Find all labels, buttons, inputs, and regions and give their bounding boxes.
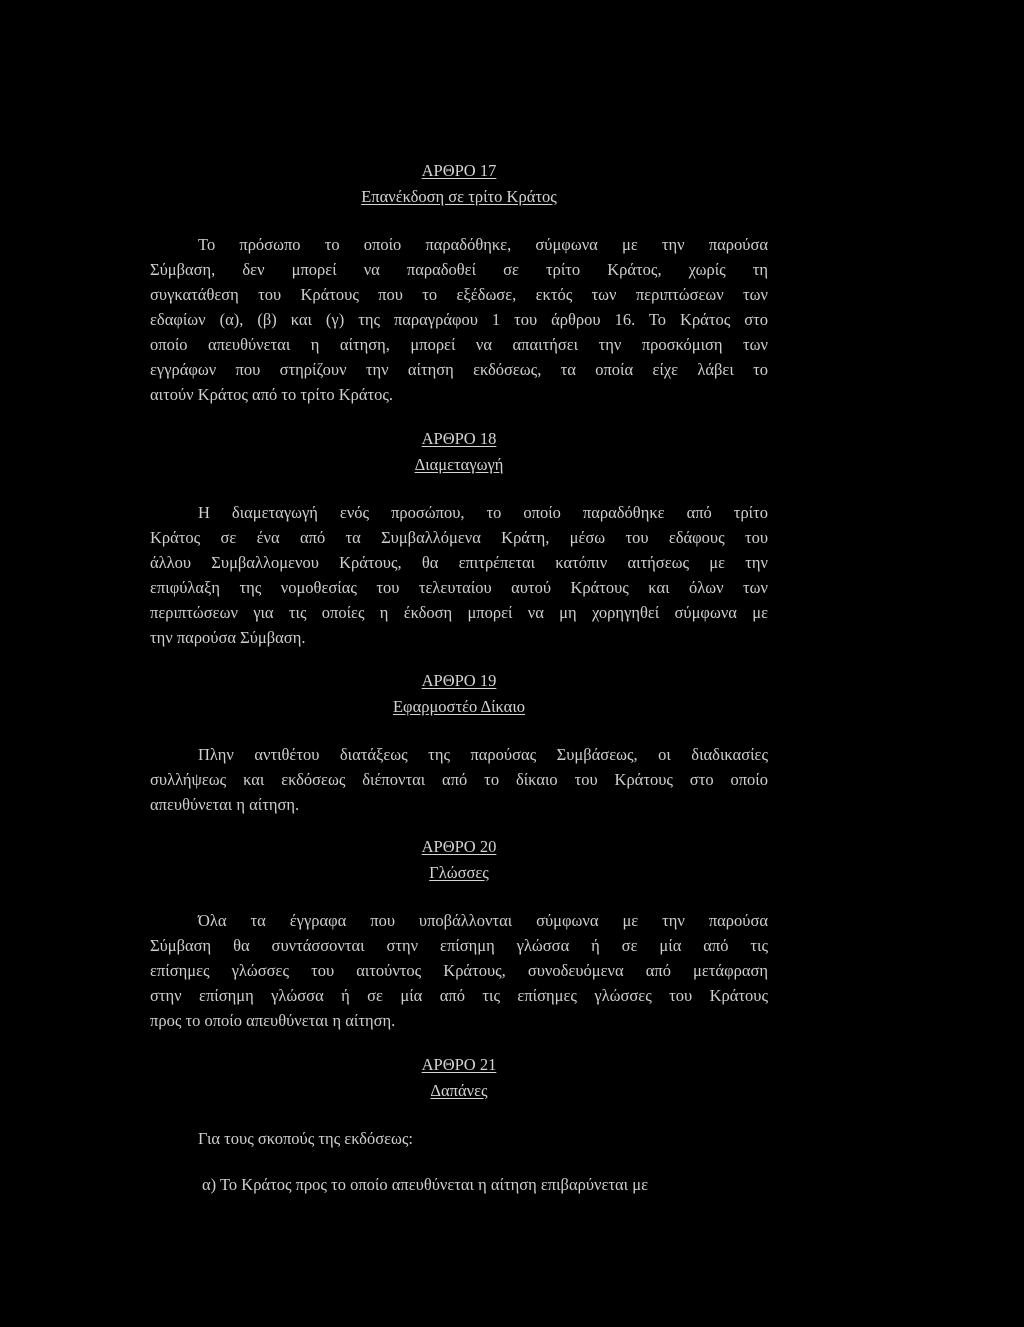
paragraph-line: Όλα τα έγγραφα που υποβάλλονται σύμφωνα με την παρούσα bbox=[198, 911, 768, 930]
paragraph-line: Κράτος σε ένα από τα Συμβαλλόμενα Κράτη, μέσω του εδάφους του bbox=[150, 528, 768, 547]
article-number: ΑΡΘΡΟ 17 bbox=[421, 161, 497, 180]
paragraph-line: επίσημες γλώσσες του αιτούντος Κράτους, συνοδευόμενα από μετάφραση bbox=[150, 961, 768, 980]
article-title: Γλώσσες bbox=[429, 863, 489, 882]
paragraph-line: Το πρόσωπο το οποίο παραδόθηκε, σύμφωνα με την παρούσα bbox=[198, 235, 768, 254]
paragraph-line: Η διαμεταγωγή ενός προσώπου, το οποίο παραδόθηκε από τρίτο bbox=[198, 503, 768, 522]
article-20 bbox=[150, 834, 768, 1033]
article-19 bbox=[150, 668, 768, 817]
article-paragraph bbox=[150, 500, 768, 650]
article-paragraph bbox=[150, 908, 768, 1033]
paragraph-line: απευθύνεται η αίτηση. bbox=[150, 795, 300, 814]
paragraph-line: προς το οποίο απευθύνεται η αίτηση. bbox=[150, 1011, 396, 1030]
paragraph-line: αιτούν Κράτος από το τρίτο Κράτος. bbox=[150, 385, 394, 404]
paragraph-line: εγγράφων που στηρίζουν την αίτηση εκδόσεως, τα οποία είχε λάβει το bbox=[150, 360, 768, 379]
paragraph-line: άλλου Συμβαλλομενου Κράτους, θα επιτρέπεται κατόπιν αιτήσεως με την bbox=[150, 553, 768, 572]
article-number: ΑΡΘΡΟ 21 bbox=[421, 1055, 497, 1074]
article-title: Δαπάνες bbox=[430, 1081, 488, 1100]
article-18 bbox=[150, 426, 768, 650]
paragraph-line: συλλήψεως και εκδόσεως διέπονται από το δίκαιο του Κράτους στο οποίο bbox=[150, 770, 768, 789]
article-title: Επανέκδοση σε τρίτο Κράτος bbox=[361, 187, 557, 206]
article-intro: Για τους σκοπούς της εκδόσεως: bbox=[198, 1129, 414, 1148]
article-paragraph bbox=[150, 742, 768, 817]
paragraph-line: στην επίσημη γλώσσα ή σε μία από τις επίσημες γλώσσες του Κράτους bbox=[150, 986, 768, 1005]
paragraph-line: περιπτώσεων για τις οποίες η έκδοση μπορεί να μη χορηγηθεί σύμφωνα με bbox=[150, 603, 768, 622]
article-17 bbox=[150, 158, 768, 407]
paragraph-line: Σύμβαση θα συντάσσονται στην επίσημη γλώσσα ή σε μία από τις bbox=[150, 936, 768, 955]
article-number: ΑΡΘΡΟ 20 bbox=[421, 837, 497, 856]
paragraph-line: συγκατάθεση του Κράτους που το εξέδωσε, εκτός των περιπτώσεων των bbox=[150, 285, 768, 304]
article-21 bbox=[150, 1052, 768, 1197]
article-title: Εφαρμοστέο Δίκαιο bbox=[392, 697, 526, 716]
paragraph-line: οποίο απευθύνεται η αίτηση, μπορεί να απαιτήσει την προσκόμιση των bbox=[150, 335, 768, 354]
article-number: ΑΡΘΡΟ 19 bbox=[421, 671, 497, 690]
article-number: ΑΡΘΡΟ 18 bbox=[421, 429, 497, 448]
paragraph-line: την παρούσα Σύμβαση. bbox=[150, 628, 306, 647]
paragraph-line: Πλην αντιθέτου διατάξεως της παρούσας Συμβάσεως, οι διαδικασίες bbox=[198, 745, 768, 764]
paragraph-line: επιφύλαξη της νομοθεσίας του τελευταίου αυτού Κράτους και όλων των bbox=[150, 578, 768, 597]
article-item-a: α) Το Κράτος προς το οποίο απευθύνεται η αίτηση επιβαρύνεται με bbox=[202, 1175, 649, 1194]
article-title: Διαμεταγωγή bbox=[414, 455, 504, 474]
paragraph-line: εδαφίων (α), (β) και (γ) της παραγράφου 1 του άρθρου 16. Το Κράτος στο bbox=[150, 310, 768, 329]
paragraph-line: Σύμβαση, δεν μπορεί να παραδοθεί σε τρίτο Κράτος, χωρίς τη bbox=[150, 260, 768, 279]
article-paragraph bbox=[150, 232, 768, 407]
